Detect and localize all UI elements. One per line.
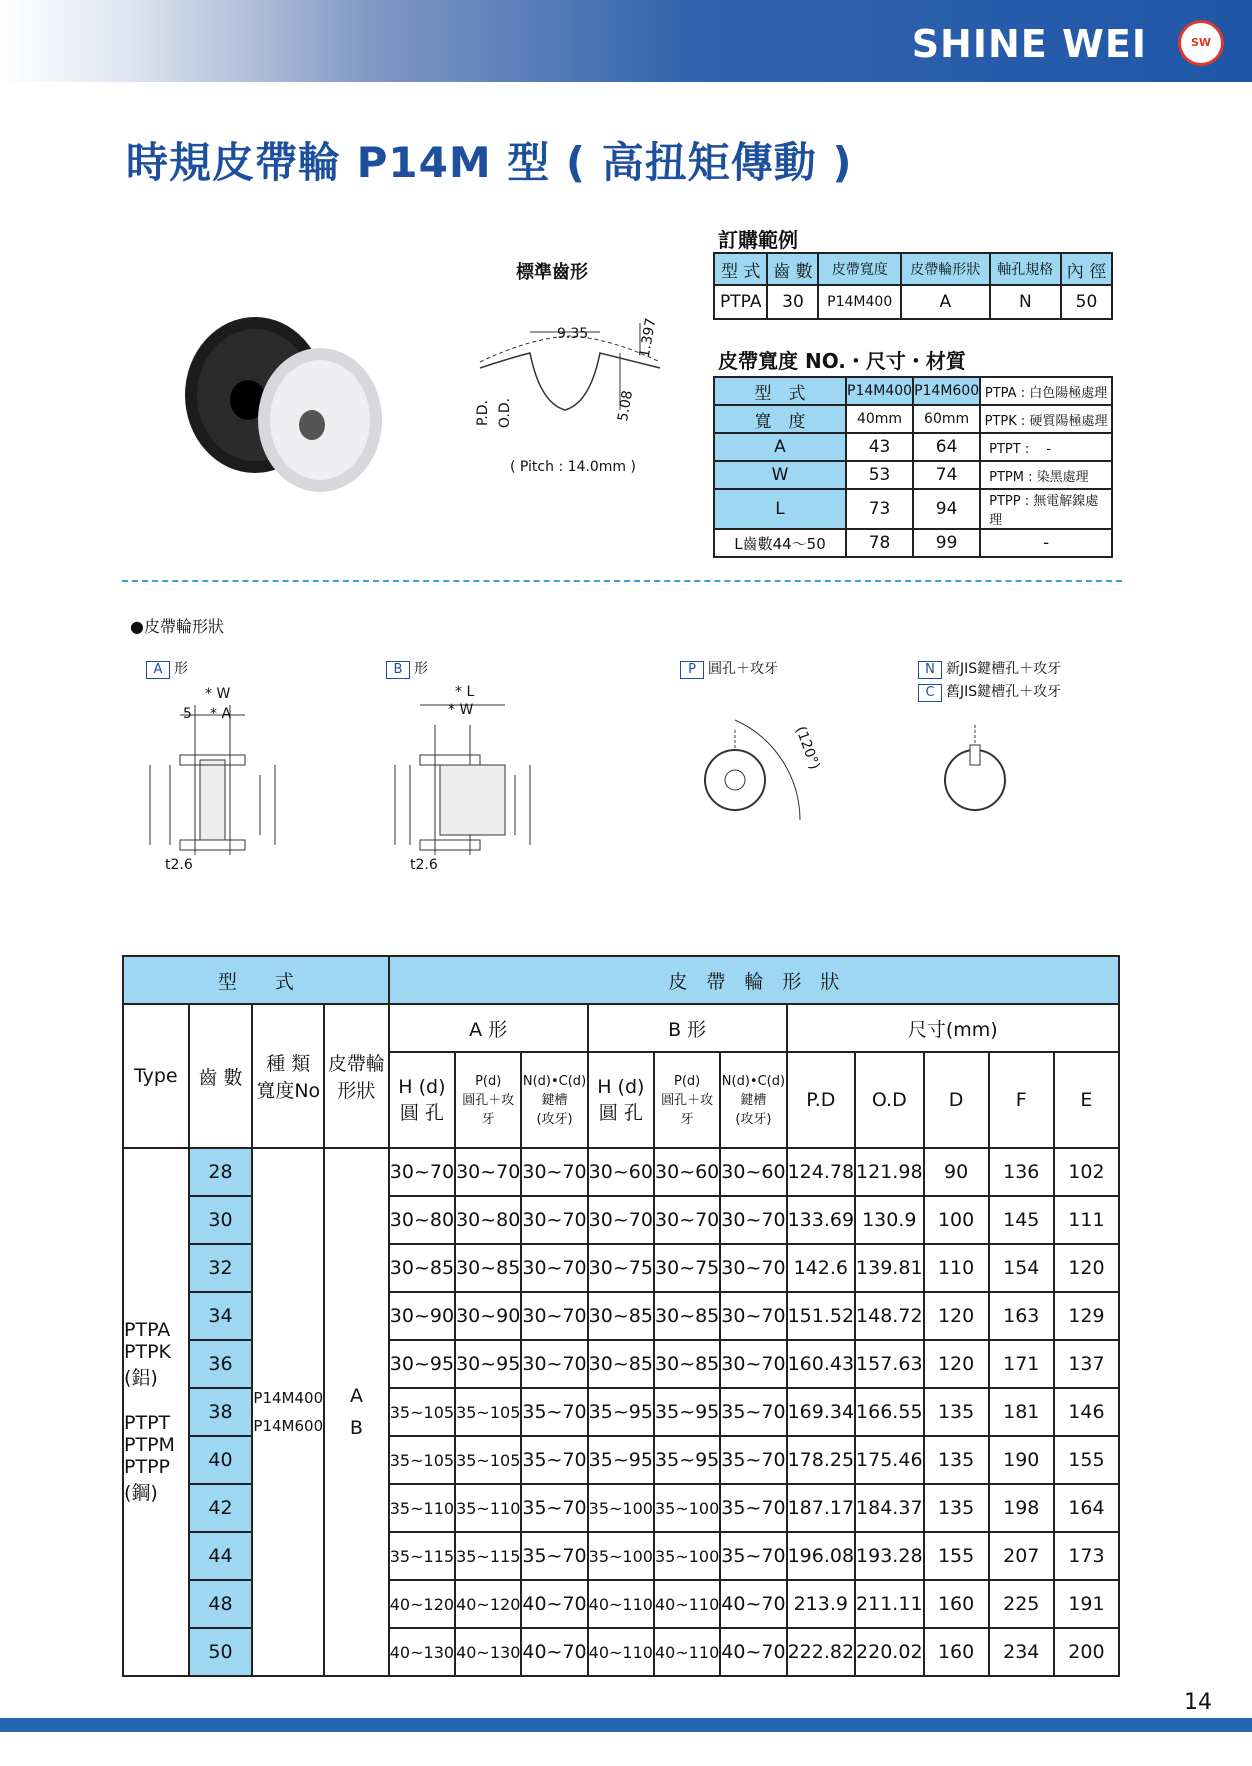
pd-label: P(d): [674, 1073, 701, 1089]
table-cell: 30~90: [455, 1292, 521, 1340]
table-cell: 30~75: [654, 1244, 720, 1292]
table-cell: 196.08: [787, 1532, 855, 1580]
page-number: 14: [1184, 1690, 1212, 1715]
table-cell: 222.82: [787, 1628, 855, 1676]
nc-label: N(d)•C(d): [522, 1073, 587, 1089]
table-cell: 142.6: [787, 1244, 855, 1292]
width-cell: A: [714, 433, 846, 461]
table-cell: 169.34: [787, 1388, 855, 1436]
table-cell: 160.43: [787, 1340, 855, 1388]
table-cell: 166.55: [855, 1388, 923, 1436]
table-cell: 40~70: [720, 1628, 786, 1676]
table-cell: 157.63: [855, 1340, 923, 1388]
shapes-heading: ●皮帶輪形狀: [130, 617, 224, 636]
width-cell: 60mm: [913, 405, 980, 433]
teeth-cell: 40: [189, 1436, 253, 1484]
table-cell: 30~85: [389, 1244, 455, 1292]
order-heading: 訂購範例: [718, 228, 798, 252]
table-cell: 151.52: [787, 1292, 855, 1340]
table-cell: 136: [989, 1148, 1054, 1196]
col-nc: [521, 1052, 587, 1148]
table-cell: 30~60: [588, 1148, 654, 1196]
pd2-label: 圓孔＋攻牙: [661, 1092, 714, 1127]
pitch-note: ( Pitch : 14.0mm ): [510, 459, 636, 475]
hd-label: H (d): [597, 1075, 645, 1098]
belt-value: B: [349, 1417, 363, 1439]
col-b-shape: B 形: [588, 1004, 787, 1052]
table-cell: 220.02: [855, 1628, 923, 1676]
table-cell: 30~60: [654, 1148, 720, 1196]
table-cell: 90: [924, 1148, 989, 1196]
table-cell: 35~70: [521, 1436, 587, 1484]
table-cell: 35~105: [455, 1436, 521, 1484]
shape-label: 形狀: [337, 1080, 376, 1102]
table-cell: 100: [924, 1196, 989, 1244]
order-header: 齒 數: [767, 253, 818, 285]
table-cell: 184.37: [855, 1484, 923, 1532]
width-cell: W: [714, 461, 846, 489]
order-cell: 50: [1061, 285, 1112, 319]
table-cell: 40~70: [521, 1628, 587, 1676]
pd-label: P(d): [475, 1073, 502, 1089]
kind-cell: [252, 1148, 324, 1676]
pd2-label: 圓孔＋攻牙: [462, 1092, 515, 1127]
teeth-cell: 34: [189, 1292, 253, 1340]
type-line: (鋼): [124, 1482, 158, 1504]
table-cell: 155: [924, 1532, 989, 1580]
shape-p-text: 圓孔＋攻牙: [708, 661, 778, 677]
table-cell: 40~120: [455, 1580, 521, 1628]
table-cell: 35~70: [720, 1388, 786, 1436]
order-header: 軸孔規格: [990, 253, 1061, 285]
dim-t26: t2.6: [165, 857, 193, 873]
table-cell: 35~110: [455, 1484, 521, 1532]
dim-a: * A: [210, 706, 232, 722]
dim-angle: (120°): [792, 724, 823, 772]
nc3-label: (攻牙): [735, 1111, 772, 1127]
table-cell: 30~70: [521, 1196, 587, 1244]
section-divider: [122, 580, 1122, 582]
table-cell: 234: [989, 1628, 1054, 1676]
col-OD: O.D: [855, 1052, 923, 1148]
table-cell: 137: [1054, 1340, 1119, 1388]
col-a-shape: A 形: [389, 1004, 588, 1052]
dim-508: 5.08: [615, 389, 637, 423]
width-cell: 寬 度: [714, 405, 846, 433]
table-cell: 146: [1054, 1388, 1119, 1436]
shape-n-text: 新JIS鍵槽孔＋攻牙: [946, 661, 1062, 677]
table-cell: 40~70: [521, 1580, 587, 1628]
dim-w: * W: [205, 686, 231, 702]
order-table: [713, 252, 1113, 320]
col-teeth: 齒 數: [189, 1004, 253, 1148]
teeth-cell: 48: [189, 1580, 253, 1628]
table-cell: 35~100: [588, 1484, 654, 1532]
table-cell: 35~70: [521, 1484, 587, 1532]
table-cell: 207: [989, 1532, 1054, 1580]
table-cell: 120: [924, 1292, 989, 1340]
order-cell: PTPA: [714, 285, 767, 319]
table-cell: 40~110: [654, 1580, 720, 1628]
page-title: 時規皮帶輪 P14M 型 ( 高扭矩傳動 ): [126, 138, 853, 187]
kind-value: P14M600: [253, 1417, 324, 1435]
table-cell: 145: [989, 1196, 1054, 1244]
belt-value: A: [349, 1385, 363, 1407]
kind-value: P14M400: [253, 1389, 324, 1407]
table-cell: 35~100: [654, 1532, 720, 1580]
table-cell: 40~120: [389, 1580, 455, 1628]
table-cell: 175.46: [855, 1436, 923, 1484]
table-cell: 160: [924, 1580, 989, 1628]
table-cell: 198: [989, 1484, 1054, 1532]
table-cell: 30~85: [654, 1340, 720, 1388]
table-body: [123, 1148, 1119, 1676]
spec-table: [122, 955, 1120, 1677]
pulley-photo: [160, 300, 400, 500]
table-cell: 164: [1054, 1484, 1119, 1532]
table-cell: 30~70: [720, 1244, 786, 1292]
order-cell: 30: [767, 285, 818, 319]
shape-p-label: [680, 658, 778, 679]
table-cell: 35~70: [720, 1484, 786, 1532]
teeth-cell: 44: [189, 1532, 253, 1580]
col-hd-b: [588, 1052, 654, 1148]
teeth-cell: 28: [189, 1148, 253, 1196]
table-cell: 190: [989, 1436, 1054, 1484]
dim-5: 5: [183, 706, 192, 722]
order-cell: A: [901, 285, 990, 319]
width-cell: 43: [846, 433, 913, 461]
table-cell: 30~70: [720, 1340, 786, 1388]
teeth-cell: 32: [189, 1244, 253, 1292]
table-cell: 35~105: [455, 1388, 521, 1436]
table-cell: 30~70: [521, 1292, 587, 1340]
shape-b-label: [386, 658, 428, 679]
width-cell: 73: [846, 489, 913, 529]
hole-label: 圓 孔: [399, 1101, 444, 1124]
table-cell: 155: [1054, 1436, 1119, 1484]
table-cell: 139.81: [855, 1244, 923, 1292]
col-pd: [455, 1052, 521, 1148]
width-cell: 78: [846, 529, 913, 557]
type-line: (鋁): [124, 1367, 158, 1389]
nc2-label: 鍵槽: [541, 1092, 568, 1108]
width-cell: P14M400: [846, 377, 913, 405]
order-header: 皮帶輪形狀: [901, 253, 990, 285]
table-cell: 35~70: [521, 1532, 587, 1580]
table-cell: 35~70: [521, 1388, 587, 1436]
shape-a-tag: A: [146, 661, 170, 679]
table-cell: 148.72: [855, 1292, 923, 1340]
table-row: [123, 1148, 1119, 1196]
hd-label: H (d): [398, 1075, 446, 1098]
width-cell: L: [714, 489, 846, 529]
teeth-cell: 38: [189, 1388, 253, 1436]
teeth-cell: 50: [189, 1628, 253, 1676]
shape-n-tag: N: [918, 661, 942, 679]
width-cell: 53: [846, 461, 913, 489]
table-cell: 193.28: [855, 1532, 923, 1580]
width-cell: 74: [913, 461, 980, 489]
width-cell: PTPT : -: [980, 433, 1112, 461]
type-line: PTPM: [124, 1434, 175, 1456]
table-cell: 30~70: [455, 1148, 521, 1196]
width-cell: 99: [913, 529, 980, 557]
table-cell: 40~110: [654, 1628, 720, 1676]
table-cell: 40~130: [389, 1628, 455, 1676]
table-cell: 30~70: [389, 1148, 455, 1196]
shape-b-tag: B: [386, 661, 410, 679]
dim-t26-b: t2.6: [410, 857, 438, 873]
nc2-label: 鍵槽: [740, 1092, 767, 1108]
label-od: O.D.: [497, 397, 514, 429]
table-cell: 135: [924, 1388, 989, 1436]
table-cell: 30~75: [588, 1244, 654, 1292]
table-cell: 40~110: [588, 1580, 654, 1628]
table-cell: 120: [924, 1340, 989, 1388]
order-header: 皮帶寬度: [818, 253, 901, 285]
table-cell: 154: [989, 1244, 1054, 1292]
shape-n-label: [918, 658, 1061, 679]
col-F: F: [989, 1052, 1054, 1148]
col-pd-b: [654, 1052, 720, 1148]
footer-bar: [0, 1718, 1252, 1732]
type-cell: [123, 1148, 189, 1676]
width-heading: 皮帶寬度 NO.・尺寸・材質: [718, 349, 966, 373]
logo-icon: SW: [1178, 20, 1224, 66]
width-cell: 94: [913, 489, 980, 529]
kind-label: 種 類: [266, 1053, 311, 1075]
table-cell: 30~85: [588, 1340, 654, 1388]
table-cell: 211.11: [855, 1580, 923, 1628]
width-cell: -: [980, 529, 1112, 557]
table-cell: 30~70: [720, 1292, 786, 1340]
table-cell: 30~80: [389, 1196, 455, 1244]
table-cell: 40~110: [588, 1628, 654, 1676]
table-cell: 135: [924, 1436, 989, 1484]
table-cell: 213.9: [787, 1580, 855, 1628]
table-cell: 30~70: [720, 1196, 786, 1244]
col-type: Type: [123, 1004, 189, 1148]
teeth-cell: 30: [189, 1196, 253, 1244]
belt-cell: [324, 1148, 389, 1676]
table-cell: 30~70: [588, 1196, 654, 1244]
table-cell: 30~85: [455, 1244, 521, 1292]
tooth-heading: 標準齒形: [516, 262, 588, 283]
shape-c-text: 舊JIS鍵槽孔＋攻牙: [946, 684, 1062, 700]
label-pd: P.D.: [474, 400, 491, 426]
width-cell: PTPP : 無電解鎳處理: [980, 489, 1112, 529]
type-line: PTPK: [124, 1341, 171, 1363]
table-cell: 129: [1054, 1292, 1119, 1340]
shape-c-tag: C: [918, 684, 942, 702]
dim-l: * L: [455, 684, 475, 700]
header-type: 型 式: [123, 956, 389, 1004]
table-cell: 30~80: [455, 1196, 521, 1244]
shape-c-label: [918, 681, 1061, 702]
order-header: 內 徑: [1061, 253, 1112, 285]
table-cell: 30~70: [521, 1244, 587, 1292]
col-E: E: [1054, 1052, 1119, 1148]
order-cell: P14M400: [818, 285, 901, 319]
table-cell: 35~100: [588, 1532, 654, 1580]
table-cell: 35~95: [588, 1436, 654, 1484]
table-cell: 160: [924, 1628, 989, 1676]
shape-p-tag: P: [680, 661, 704, 679]
teeth-cell: 36: [189, 1340, 253, 1388]
table-cell: 35~115: [389, 1532, 455, 1580]
table-cell: 30~90: [389, 1292, 455, 1340]
table-cell: 200: [1054, 1628, 1119, 1676]
table-cell: 187.17: [787, 1484, 855, 1532]
table-cell: 133.69: [787, 1196, 855, 1244]
table-cell: 40~130: [455, 1628, 521, 1676]
table-cell: 40~70: [720, 1580, 786, 1628]
width-cell: 型 式: [714, 377, 846, 405]
table-cell: 35~70: [720, 1532, 786, 1580]
table-cell: 30~95: [389, 1340, 455, 1388]
table-cell: 102: [1054, 1148, 1119, 1196]
type-line: PTPT: [124, 1412, 171, 1434]
shape-n-diagram: [930, 700, 1050, 840]
table-cell: 30~85: [588, 1292, 654, 1340]
col-D: D: [924, 1052, 989, 1148]
table-cell: 181: [989, 1388, 1054, 1436]
table-cell: 120: [1054, 1244, 1119, 1292]
width-cell: PTPK : 硬質陽極處理: [980, 405, 1112, 433]
brand-name: SHINE WEI: [911, 22, 1147, 66]
table-cell: 35~95: [654, 1436, 720, 1484]
width-cell: PTPM : 染黑處理: [980, 461, 1112, 489]
table-cell: 110: [924, 1244, 989, 1292]
col-belt: [324, 1004, 389, 1148]
type-line: PTPA: [124, 1319, 171, 1341]
nc3-label: (攻牙): [536, 1111, 573, 1127]
table-cell: 191: [1054, 1580, 1119, 1628]
order-cell: N: [990, 285, 1061, 319]
table-cell: 30~70: [654, 1196, 720, 1244]
width-no-label: 寬度No: [256, 1080, 321, 1102]
table-cell: 124.78: [787, 1148, 855, 1196]
width-cell: L齒數44～50: [714, 529, 846, 557]
width-table: [713, 376, 1113, 558]
shape-a-label: [146, 658, 188, 679]
shape-b-text: 形: [414, 661, 428, 677]
table-cell: 111: [1054, 1196, 1119, 1244]
col-hd: [389, 1052, 455, 1148]
table-cell: 35~95: [588, 1388, 654, 1436]
table-cell: 121.98: [855, 1148, 923, 1196]
col-kind: [252, 1004, 324, 1148]
dim-w-b: * W: [448, 702, 474, 718]
table-cell: 35~105: [389, 1436, 455, 1484]
order-header: 型 式: [714, 253, 767, 285]
teeth-cell: 42: [189, 1484, 253, 1532]
shape-a-text: 形: [174, 661, 188, 677]
width-cell: 40mm: [846, 405, 913, 433]
table-cell: 178.25: [787, 1436, 855, 1484]
table-cell: 30~70: [521, 1148, 587, 1196]
table-cell: 135: [924, 1484, 989, 1532]
table-cell: 130.9: [855, 1196, 923, 1244]
col-dim: 尺寸(mm): [787, 1004, 1119, 1052]
dim-1397: 1.397: [636, 316, 660, 360]
table-cell: 35~100: [654, 1484, 720, 1532]
dim-935: 9.35: [557, 326, 589, 342]
header-shape: 皮 帶 輪 形 狀: [389, 956, 1119, 1004]
table-cell: 35~105: [389, 1388, 455, 1436]
table-cell: 30~60: [720, 1148, 786, 1196]
belt-label: 皮帶輪: [327, 1053, 385, 1075]
table-cell: 30~95: [455, 1340, 521, 1388]
table-cell: 171: [989, 1340, 1054, 1388]
nc-label: N(d)•C(d): [721, 1073, 786, 1089]
table-cell: 173: [1054, 1532, 1119, 1580]
col-nc-b: [720, 1052, 786, 1148]
table-cell: 30~70: [521, 1340, 587, 1388]
table-cell: 35~115: [455, 1532, 521, 1580]
table-cell: 35~110: [389, 1484, 455, 1532]
width-cell: P14M600: [913, 377, 980, 405]
width-cell: 64: [913, 433, 980, 461]
type-line: PTPP: [124, 1456, 170, 1478]
table-cell: 30~85: [654, 1292, 720, 1340]
table-cell: 35~95: [654, 1388, 720, 1436]
table-cell: 225: [989, 1580, 1054, 1628]
table-cell: 163: [989, 1292, 1054, 1340]
width-cell: PTPA : 白色陽極處理: [980, 377, 1112, 405]
table-cell: 35~70: [720, 1436, 786, 1484]
shape-p-diagram: [690, 700, 850, 840]
col-PD: P.D: [787, 1052, 855, 1148]
hole-label: 圓 孔: [598, 1101, 643, 1124]
